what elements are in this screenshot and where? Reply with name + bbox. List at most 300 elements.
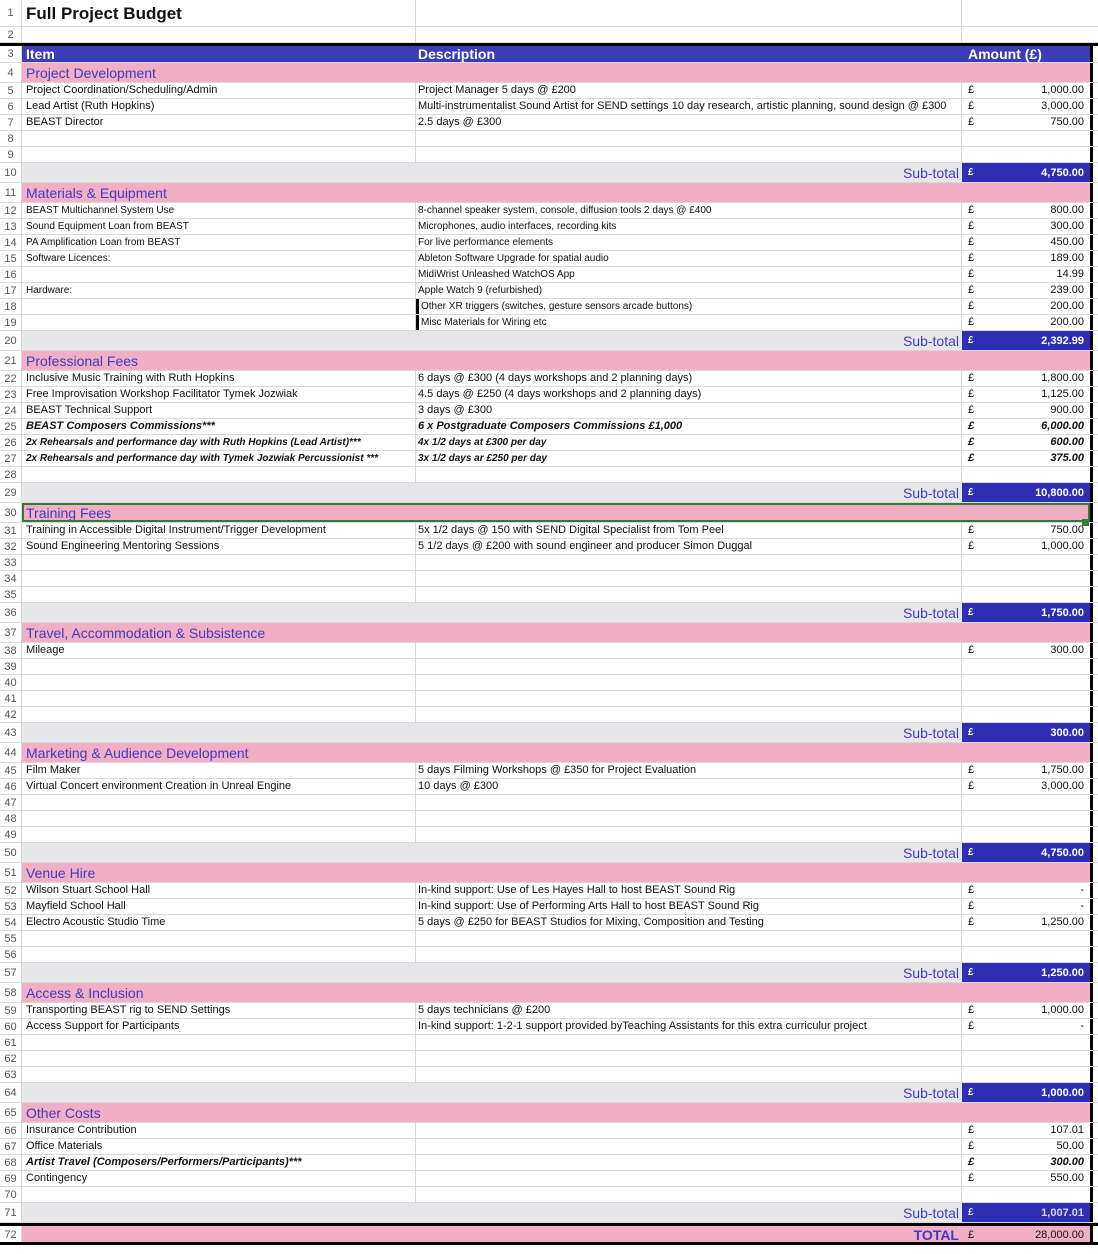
currency-symbol: £	[968, 300, 975, 312]
table-row	[0, 763, 1098, 779]
subtotal-label[interactable]: Sub-total	[416, 963, 962, 982]
subtotal-label[interactable]: Sub-total	[416, 843, 962, 862]
cell[interactable]	[962, 27, 1090, 42]
row-number[interactable]: 15	[0, 251, 22, 266]
row-number[interactable]: 57	[0, 963, 22, 982]
amount-value: 239.00	[1050, 284, 1084, 296]
description-cell[interactable]	[416, 1139, 962, 1154]
cell[interactable]	[962, 467, 1090, 482]
cell[interactable]	[416, 27, 962, 42]
subtotal-label[interactable]: Sub-total	[416, 163, 962, 182]
item-cell[interactable]: Free Improvisation Workshop Facilitator Tymek Jozwiak	[22, 387, 416, 402]
cell[interactable]	[416, 131, 962, 146]
amount-cell[interactable]	[962, 1139, 1090, 1154]
row-number[interactable]: 67	[0, 1139, 22, 1154]
description-cell[interactable]: 5x 1/2 days @ 150 with SEND Digital Specialist from Tom Peel	[416, 523, 962, 538]
amount-cell[interactable]	[962, 299, 1090, 314]
cell[interactable]	[22, 1226, 416, 1242]
subtotal-label[interactable]: Sub-total	[416, 723, 962, 742]
cell[interactable]	[962, 707, 1090, 722]
item-cell[interactable]: PA Amplification Loan from BEAST	[22, 235, 416, 250]
amount-cell[interactable]	[962, 99, 1090, 114]
row-number[interactable]: 65	[0, 1103, 22, 1122]
row-number[interactable]: 19	[0, 315, 22, 330]
amount-value: 600.00	[1050, 436, 1084, 448]
description-cell[interactable]	[416, 1155, 962, 1170]
table-row	[0, 387, 1098, 403]
row-number[interactable]: 17	[0, 283, 22, 298]
subtotal-label[interactable]: Sub-total	[416, 1203, 962, 1222]
amount-value: -	[1080, 1020, 1084, 1032]
cell[interactable]	[962, 675, 1090, 690]
row-number[interactable]: 21	[0, 351, 22, 370]
cell[interactable]	[962, 1035, 1090, 1050]
subtotal-amount[interactable]	[962, 1203, 1090, 1222]
border	[1090, 643, 1098, 658]
item-cell[interactable]	[22, 299, 416, 314]
row-number[interactable]: 5	[0, 83, 22, 98]
subtotal-amount[interactable]	[962, 483, 1090, 502]
row-number[interactable]: 70	[0, 1187, 22, 1202]
amount-cell[interactable]	[962, 403, 1090, 418]
row-number[interactable]: 45	[0, 763, 22, 778]
cell[interactable]	[962, 131, 1090, 146]
item-cell[interactable]: Insurance Contribution	[22, 1123, 416, 1138]
cell[interactable]	[416, 707, 962, 722]
item-cell[interactable]: Virtual Concert environment Creation in Unreal Engine	[22, 779, 416, 794]
row-number[interactable]: 33	[0, 555, 22, 570]
cell[interactable]	[22, 659, 416, 674]
subtotal-label[interactable]: Sub-total	[416, 1083, 962, 1102]
row-number[interactable]: 42	[0, 707, 22, 722]
row-number[interactable]: 32	[0, 539, 22, 554]
cell[interactable]	[416, 0, 962, 26]
row-number[interactable]: 54	[0, 915, 22, 930]
cell[interactable]	[22, 795, 416, 810]
description-cell[interactable]: In-kind support: Use of Performing Arts Hall to host BEAST Sound Rig	[416, 899, 962, 914]
amount-cell[interactable]	[962, 387, 1090, 402]
cell[interactable]	[416, 795, 962, 810]
description-cell[interactable]: MidiWrist Unleashed WatchOS App	[416, 267, 962, 282]
amount-cell[interactable]	[962, 83, 1090, 98]
description-cell[interactable]: Apple Watch 9 (refurbished)	[416, 283, 962, 298]
item-cell[interactable]: Sound Engineering Mentoring Sessions	[22, 539, 416, 554]
amount-cell[interactable]	[962, 435, 1090, 450]
row-number[interactable]: 11	[0, 183, 22, 202]
column-header-item[interactable]: Item	[22, 46, 416, 62]
item-cell[interactable]: Film Maker	[22, 763, 416, 778]
amount-cell[interactable]	[962, 779, 1090, 794]
description-cell[interactable]: 4.5 days @ £250 (4 days workshops and 2 planning days)	[416, 387, 962, 402]
amount-cell[interactable]	[962, 523, 1090, 538]
row-number[interactable]: 62	[0, 1051, 22, 1066]
section-heading[interactable]: Project Development	[22, 63, 1090, 82]
row-number[interactable]: 6	[0, 99, 22, 114]
amount-value: 750.00	[1050, 116, 1084, 128]
row-number[interactable]: 44	[0, 743, 22, 762]
subtotal-amount[interactable]	[962, 963, 1090, 982]
amount-cell[interactable]	[962, 251, 1090, 266]
total-row	[0, 1223, 1098, 1245]
item-cell[interactable]: Transporting BEAST rig to SEND Settings	[22, 1003, 416, 1018]
subtotal-amount[interactable]	[962, 1083, 1090, 1102]
total-amount[interactable]	[962, 1226, 1090, 1242]
row-number[interactable]: 59	[0, 1003, 22, 1018]
blank-row	[0, 827, 1098, 843]
description-cell[interactable]: Multi-instrumentalist Sound Artist for SEND settings 10 day research, artistic planning, sound design @ £300	[416, 99, 962, 114]
row-number[interactable]: 29	[0, 483, 22, 502]
border	[1090, 1171, 1098, 1186]
row-number[interactable]: 4	[0, 63, 22, 82]
cell[interactable]	[962, 691, 1090, 706]
description-cell[interactable]: In-kind support: 1-2-1 support provided byTeaching Assistants for this extra curriculur project	[416, 1019, 962, 1034]
item-cell[interactable]: Mileage	[22, 643, 416, 658]
cell[interactable]	[22, 467, 416, 482]
item-cell[interactable]: Office Materials	[22, 1139, 416, 1154]
description-cell[interactable]: Other XR triggers (switches, gesture sensors arcade buttons)	[416, 299, 962, 314]
cell[interactable]	[962, 811, 1090, 826]
amount-cell[interactable]	[962, 915, 1090, 930]
description-cell[interactable]: 5 1/2 days @ £200 with sound engineer and producer Simon Duggal	[416, 539, 962, 554]
amount-cell[interactable]	[962, 283, 1090, 298]
amount-value: 200.00	[1050, 316, 1084, 328]
amount-cell[interactable]	[962, 1019, 1090, 1034]
item-cell[interactable]	[22, 267, 416, 282]
page-title[interactable]: Full Project Budget	[22, 0, 416, 26]
row-number[interactable]: 35	[0, 587, 22, 602]
cell[interactable]	[22, 1067, 416, 1082]
row-number[interactable]: 24	[0, 403, 22, 418]
cell[interactable]	[962, 0, 1090, 26]
cell[interactable]	[22, 1187, 416, 1202]
subtotal-amount[interactable]	[962, 163, 1090, 182]
amount-cell[interactable]	[962, 371, 1090, 386]
row-number[interactable]: 46	[0, 779, 22, 794]
amount-value: 1,750.00	[1041, 764, 1084, 776]
column-header-description[interactable]: Description	[416, 46, 962, 62]
subtotal-amount[interactable]	[962, 843, 1090, 862]
row-number[interactable]: 50	[0, 843, 22, 862]
row-number[interactable]: 28	[0, 467, 22, 482]
cell[interactable]	[416, 147, 962, 162]
amount-cell[interactable]	[962, 1155, 1090, 1170]
section-heading[interactable]: Materials & Equipment	[22, 183, 1090, 202]
cell[interactable]	[22, 555, 416, 570]
row-number[interactable]: 60	[0, 1019, 22, 1034]
row-number[interactable]: 66	[0, 1123, 22, 1138]
cell[interactable]	[962, 931, 1090, 946]
currency-symbol: £	[968, 420, 975, 432]
cell[interactable]	[22, 163, 416, 182]
cell[interactable]	[416, 467, 962, 482]
description-cell[interactable]	[416, 643, 962, 658]
amount-cell[interactable]	[962, 115, 1090, 130]
row-number[interactable]: 26	[0, 435, 22, 450]
cell[interactable]	[22, 1035, 416, 1050]
cell[interactable]	[22, 675, 416, 690]
border	[1090, 779, 1098, 794]
item-cell[interactable]: BEAST Multichannel System Use	[22, 203, 416, 218]
cell[interactable]	[416, 1187, 962, 1202]
description-cell[interactable]: 10 days @ £300	[416, 779, 962, 794]
row-number[interactable]: 23	[0, 387, 22, 402]
description-cell[interactable]: Misc Materials for Wiring etc	[416, 315, 962, 330]
amount-value: 1,800.00	[1041, 372, 1084, 384]
row-number[interactable]: 31	[0, 523, 22, 538]
description-cell[interactable]: Microphones, audio interfaces, recording kits	[416, 219, 962, 234]
item-cell[interactable]: Hardware:	[22, 283, 416, 298]
row-number[interactable]: 12	[0, 203, 22, 218]
description-cell[interactable]: 8-channel speaker system, console, diffusion tools 2 days @ £400	[416, 203, 962, 218]
row-number[interactable]: 10	[0, 163, 22, 182]
row-number[interactable]: 49	[0, 827, 22, 842]
cell[interactable]	[962, 587, 1090, 602]
row-number[interactable]: 2	[0, 27, 22, 42]
row-number[interactable]: 68	[0, 1155, 22, 1170]
item-cell[interactable]: BEAST Composers Commissions***	[22, 419, 416, 434]
row-number[interactable]: 51	[0, 863, 22, 882]
cell[interactable]	[22, 603, 416, 622]
row-number[interactable]: 71	[0, 1203, 22, 1222]
description-cell[interactable]: 4x 1/2 days at £300 per day	[416, 435, 962, 450]
cell[interactable]	[22, 931, 416, 946]
row-number[interactable]: 9	[0, 147, 22, 162]
description-cell[interactable]: 5 days Filming Workshops @ £350 for Project Evaluation	[416, 763, 962, 778]
cell[interactable]	[416, 659, 962, 674]
total-label[interactable]: TOTAL	[416, 1226, 962, 1242]
row-number[interactable]: 47	[0, 795, 22, 810]
description-cell[interactable]: For live performance elements	[416, 235, 962, 250]
item-cell[interactable]: 2x Rehearsals and performance day with Ruth Hopkins (Lead Artist)***	[22, 435, 416, 450]
section-heading[interactable]: Marketing & Audience Development	[22, 743, 1090, 762]
cell[interactable]	[416, 1051, 962, 1066]
section-heading[interactable]: Other Costs	[22, 1103, 1090, 1122]
cell[interactable]	[22, 1083, 416, 1102]
amount-cell[interactable]	[962, 1003, 1090, 1018]
cell[interactable]	[22, 483, 416, 502]
row-number[interactable]: 1	[0, 0, 22, 26]
column-header-amount[interactable]	[962, 46, 1090, 62]
item-cell[interactable]: Training in Accessible Digital Instrument/Trigger Development	[22, 523, 416, 538]
description-cell[interactable]: 3x 1/2 days ar £250 per day	[416, 451, 962, 466]
row-number[interactable]: 41	[0, 691, 22, 706]
item-cell[interactable]: Electro Acoustic Studio Time	[22, 915, 416, 930]
amount-cell[interactable]	[962, 539, 1090, 554]
currency-symbol: £	[968, 335, 974, 346]
cell[interactable]	[22, 963, 416, 982]
cell[interactable]	[962, 795, 1090, 810]
row-number[interactable]: 27	[0, 451, 22, 466]
row-number[interactable]: 55	[0, 931, 22, 946]
cell[interactable]	[416, 587, 962, 602]
border	[1090, 1103, 1098, 1122]
cell[interactable]	[22, 811, 416, 826]
item-cell[interactable]: BEAST Director	[22, 115, 416, 130]
cell[interactable]	[22, 27, 416, 42]
item-cell[interactable]: Wilson Stuart School Hall	[22, 883, 416, 898]
row-number[interactable]: 64	[0, 1083, 22, 1102]
row-number[interactable]: 37	[0, 623, 22, 642]
row-number[interactable]: 48	[0, 811, 22, 826]
row-number[interactable]: 14	[0, 235, 22, 250]
row-number[interactable]: 8	[0, 131, 22, 146]
section-heading[interactable]: Travel, Accommodation & Subsistence	[22, 623, 1090, 642]
amount-cell[interactable]	[962, 219, 1090, 234]
cell[interactable]	[962, 147, 1090, 162]
row-number[interactable]: 56	[0, 947, 22, 962]
row-number[interactable]: 58	[0, 983, 22, 1002]
item-cell[interactable]: Software Licences:	[22, 251, 416, 266]
amount-cell[interactable]	[962, 883, 1090, 898]
currency-symbol: £	[968, 252, 975, 264]
amount-cell[interactable]	[962, 235, 1090, 250]
border	[1090, 811, 1098, 826]
cell[interactable]	[962, 1187, 1090, 1202]
section-heading[interactable]: Professional Fees	[22, 351, 1090, 370]
description-cell[interactable]: 6 x Postgraduate Composers Commissions £1,000	[416, 419, 962, 434]
amount-cell[interactable]	[962, 899, 1090, 914]
cell[interactable]	[22, 131, 416, 146]
subtotal-amount[interactable]	[962, 331, 1090, 350]
row-number[interactable]: 40	[0, 675, 22, 690]
row-number[interactable]: 34	[0, 571, 22, 586]
cell[interactable]	[22, 843, 416, 862]
description-cell[interactable]: 6 days @ £300 (4 days workshops and 2 planning days)	[416, 371, 962, 386]
row-number[interactable]: 3	[0, 46, 22, 62]
section-heading[interactable]: Venue Hire	[22, 863, 1090, 882]
item-cell[interactable]: Inclusive Music Training with Ruth Hopkins	[22, 371, 416, 386]
cell[interactable]	[416, 1067, 962, 1082]
cell[interactable]	[962, 555, 1090, 570]
amount-cell[interactable]	[962, 267, 1090, 282]
row-number[interactable]: 61	[0, 1035, 22, 1050]
item-cell[interactable]	[22, 315, 416, 330]
item-cell[interactable]: 2x Rehearsals and performance day with Tymek Jozwiak Percussionist ***	[22, 451, 416, 466]
amount-cell[interactable]	[962, 1123, 1090, 1138]
item-cell[interactable]: Contingency	[22, 1171, 416, 1186]
row-number[interactable]: 16	[0, 267, 22, 282]
row-number[interactable]: 63	[0, 1067, 22, 1082]
cell[interactable]	[416, 691, 962, 706]
border	[1090, 63, 1098, 82]
amount-cell[interactable]	[962, 1171, 1090, 1186]
amount-cell[interactable]	[962, 763, 1090, 778]
item-cell[interactable]: Mayfield School Hall	[22, 899, 416, 914]
row-number[interactable]: 25	[0, 419, 22, 434]
currency-symbol: £	[968, 204, 975, 216]
amount-cell[interactable]	[962, 419, 1090, 434]
border	[1090, 219, 1098, 234]
description-cell[interactable]: 2.5 days @ £300	[416, 115, 962, 130]
cell[interactable]	[962, 1067, 1090, 1082]
item-cell[interactable]: Artist Travel (Composers/Performers/Participants)***	[22, 1155, 416, 1170]
row-number[interactable]: 36	[0, 603, 22, 622]
cell[interactable]	[22, 707, 416, 722]
cell[interactable]	[962, 827, 1090, 842]
row-number[interactable]: 53	[0, 899, 22, 914]
subtotal-row	[0, 1083, 1098, 1103]
description-cell[interactable]	[416, 1123, 962, 1138]
cell[interactable]	[416, 931, 962, 946]
row-number[interactable]: 39	[0, 659, 22, 674]
row-number[interactable]: 38	[0, 643, 22, 658]
cell[interactable]	[22, 723, 416, 742]
cell[interactable]	[22, 1051, 416, 1066]
cell[interactable]	[416, 1035, 962, 1050]
item-cell[interactable]: Lead Artist (Ruth Hopkins)	[22, 99, 416, 114]
cell[interactable]	[416, 827, 962, 842]
section-heading[interactable]: Training Fees	[22, 503, 1090, 522]
subtotal-amount[interactable]	[962, 603, 1090, 622]
border	[1090, 163, 1098, 182]
border	[1090, 351, 1098, 370]
cell[interactable]	[22, 571, 416, 586]
cell[interactable]	[416, 571, 962, 586]
cell[interactable]	[962, 571, 1090, 586]
description-cell[interactable]: 5 days technicians @ £200	[416, 1003, 962, 1018]
row-number[interactable]: 52	[0, 883, 22, 898]
cell[interactable]	[22, 691, 416, 706]
cell[interactable]	[962, 1051, 1090, 1066]
row-number[interactable]: 18	[0, 299, 22, 314]
cell[interactable]	[962, 659, 1090, 674]
border	[1090, 315, 1098, 330]
cell[interactable]	[416, 811, 962, 826]
amount-cell[interactable]	[962, 315, 1090, 330]
cell[interactable]	[962, 947, 1090, 962]
cell[interactable]	[22, 587, 416, 602]
currency-symbol: £	[968, 607, 974, 618]
cell[interactable]	[416, 555, 962, 570]
description-cell[interactable]: 3 days @ £300	[416, 403, 962, 418]
blank-row	[0, 1051, 1098, 1067]
description-cell[interactable]: 5 days @ £250 for BEAST Studios for Mixing, Composition and Testing	[416, 915, 962, 930]
row-number[interactable]: 13	[0, 219, 22, 234]
cell[interactable]	[22, 947, 416, 962]
description-cell[interactable]: In-kind support: Use of Les Hayes Hall to host BEAST Sound Rig	[416, 883, 962, 898]
cell[interactable]	[22, 1203, 416, 1222]
item-cell[interactable]: Sound Equipment Loan from BEAST	[22, 219, 416, 234]
description-cell[interactable]: Ableton Software Upgrade for spatial audio	[416, 251, 962, 266]
item-cell[interactable]: Project Coordination/Scheduling/Admin	[22, 83, 416, 98]
row-number[interactable]: 7	[0, 115, 22, 130]
amount-cell[interactable]	[962, 643, 1090, 658]
subtotal-label[interactable]: Sub-total	[416, 603, 962, 622]
subtotal-value: 1,750.00	[1041, 607, 1084, 619]
cell[interactable]	[22, 147, 416, 162]
row-number[interactable]: 69	[0, 1171, 22, 1186]
subtotal-amount[interactable]	[962, 723, 1090, 742]
item-cell[interactable]: BEAST Technical Support	[22, 403, 416, 418]
row-number[interactable]: 22	[0, 371, 22, 386]
description-cell[interactable]: Project Manager 5 days @ £200	[416, 83, 962, 98]
item-cell[interactable]: Access Support for Participants	[22, 1019, 416, 1034]
row-number[interactable]: 30	[0, 503, 22, 522]
cell[interactable]	[416, 947, 962, 962]
row-number[interactable]: 20	[0, 331, 22, 350]
amount-cell[interactable]	[962, 203, 1090, 218]
cell[interactable]	[416, 675, 962, 690]
row-number[interactable]: 43	[0, 723, 22, 742]
subtotal-label[interactable]: Sub-total	[416, 483, 962, 502]
row-number[interactable]: 72	[0, 1226, 22, 1242]
section-heading[interactable]: Access & Inclusion	[22, 983, 1090, 1002]
cell[interactable]	[22, 331, 416, 350]
amount-cell[interactable]	[962, 451, 1090, 466]
description-cell[interactable]	[416, 1171, 962, 1186]
cell[interactable]	[22, 827, 416, 842]
subtotal-label[interactable]: Sub-total	[416, 331, 962, 350]
